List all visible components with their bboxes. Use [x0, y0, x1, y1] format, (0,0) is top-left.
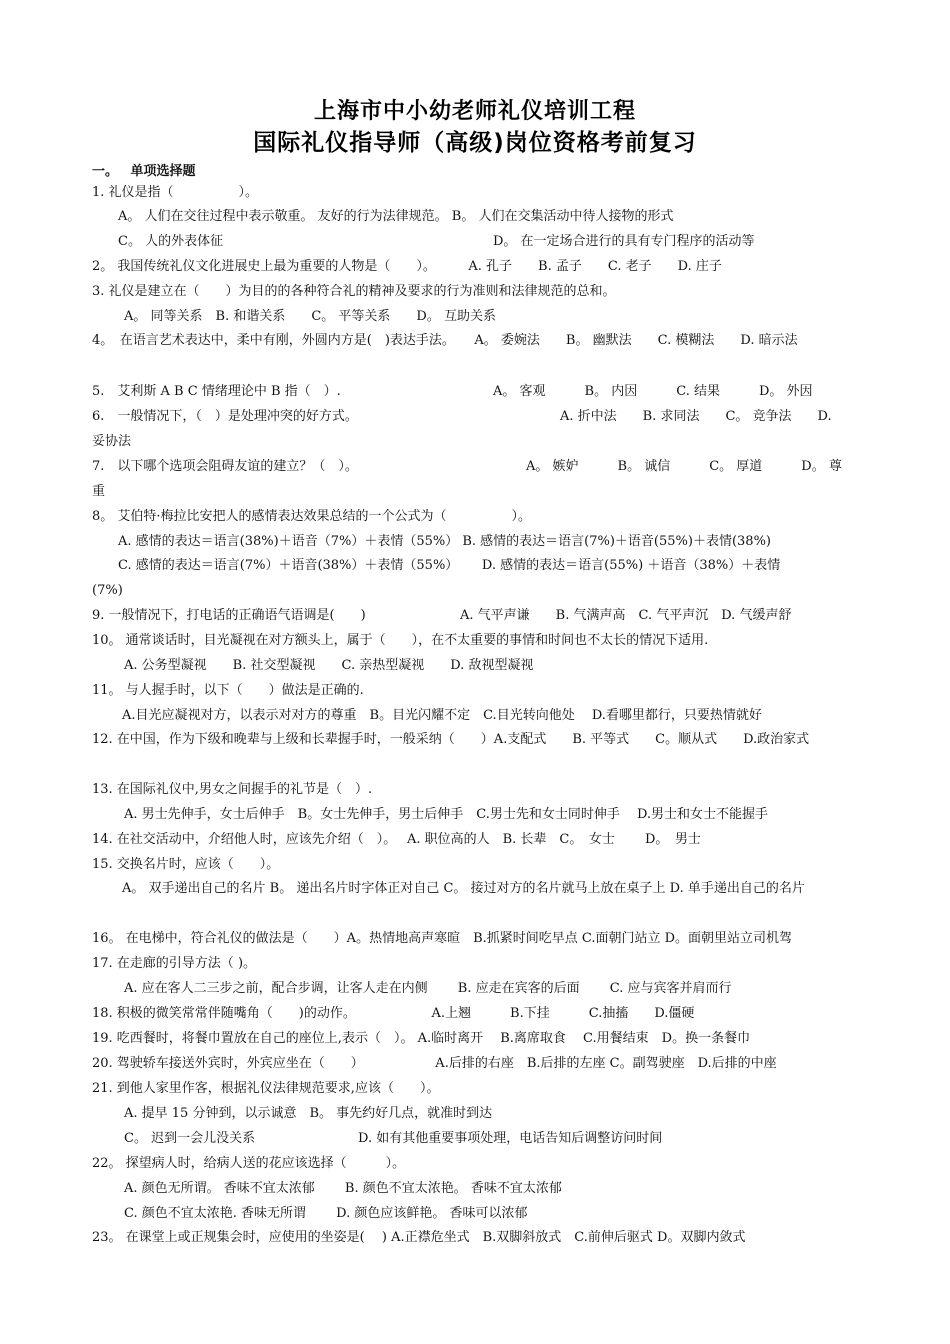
q1-option-d: D。 在一定场合进行的具有专门程序的活动等 [493, 234, 755, 249]
section-number: 一。 [92, 164, 119, 179]
q10-options: A. 公务型凝视 B. 社交型凝视 C. 亲热型凝视 D. 敌视型凝视 [124, 658, 534, 673]
q6-option-d-cont: 妥协法 [92, 434, 132, 449]
question-20: 20. 驾驶轿车接送外宾时，外宾应坐在（ ） A.后排的右座 B.后排的左座 C。副驾驶座 D.后排的中座 [92, 1056, 777, 1071]
q6-options: A. 折中法 B. 求同法 C。 竞争法 D. [560, 409, 832, 424]
question-8: 8。 艾伯特·梅拉比安把人的感情表达效果总结的一个公式为（ ）。 [92, 509, 532, 524]
question-17: 17. 在走廊的引导方法（ )。 [92, 956, 257, 971]
q3-options: A。 同等关系 B. 和谐关系 C。 平等关系 D。 互助关系 [124, 309, 496, 324]
question-18: 18. 积极的微笑常常伴随嘴角（ )的动作。 A.上翘 B.下挂 C.抽搐 D.僵硬 [92, 1006, 695, 1021]
question-1: 1. 礼仪是指（ ）。 [92, 185, 259, 200]
q11-options: A.目光应凝视对方，以表示对对方的尊重 B。目光闪耀不定 C.目光转向他处 D.看哪里都行，只要热情就好 [122, 708, 762, 723]
q7-option-d-cont: 重 [92, 484, 106, 499]
q8-options-ab: A. 感情的表达＝语言(38%)＋语音（7%）＋表情（55%） B. 感情的表达＝语言(7%)＋语音(55%)＋表情(38%) [118, 534, 772, 549]
q9-options: A. 气平声谦 B. 气满声高 C. 气平声沉 D. 气缓声舒 [460, 608, 792, 623]
section-heading [92, 160, 196, 179]
question-23: 23。 在课堂上或正规集会时，应使用的坐姿是( ) A.正襟危坐式 B.双脚斜放式 C.前伸后驱式 D。双脚内敛式 [92, 1230, 746, 1245]
question-21: 21. 到他人家里作客，根据礼仪法律规范要求,应该（ ）。 [92, 1081, 440, 1096]
page-subtitle: 国际礼仪指导师（高级)岗位资格考前复习 [253, 130, 697, 156]
question-2: 2。 我国传统礼仪文化进展史上最为重要的人物是（ ）。 A. 孔子 B. 孟子 C. 老子 D. 庄子 [92, 259, 722, 274]
q22-options-ab: A. 颜色无所谓。 香味不宜太浓郁 B. 颜色不宜太浓艳。 香味不宜太浓郁 [124, 1181, 562, 1196]
question-12: 12. 在中国，作为下级和晚辈与上级和长辈握手时，一般采纳（ ）A.支配式 B. 平等式 C。顺从式 D.政治家式 [92, 732, 810, 747]
q1-options-ab: A。 人们在交往过程中表示敬重。 友好的行为法律规范。 B。 人们在交集活动中待人接物的形式 [118, 209, 674, 224]
question-6: 6. 一般情况下，（ ）是处理冲突的好方式。 [92, 409, 358, 424]
question-4: 4。 在语言艺术表达中，柔中有刚，外圆内方是( )表达手法。 A。 委婉法 B。 幽默法 C. 模糊法 D. 暗示法 [92, 333, 798, 348]
q8-options-cd: C. 感情的表达＝语言(7%）＋语音(38%）＋表情（55%） D. 感情的表达＝语言(55%) ＋语音（38%）＋表情 [118, 558, 781, 573]
question-13: 13. 在国际礼仪中,男女之间握手的礼节是（ ）. [92, 782, 373, 797]
q22-options-cd: C. 颜色不宜太浓艳. 香味无所谓 D. 颜色应该鲜艳。 香味可以浓郁 [124, 1206, 528, 1221]
q21-option-c: C。 迟到一会儿没关系 [124, 1131, 256, 1146]
question-15: 15. 交换名片时，应该（ ）。 [92, 857, 280, 872]
question-7: 7. 以下哪个选项会阻碍友谊的建立？（ ）。 [92, 459, 358, 474]
question-16: 16。 在电梯中，符合礼仪的做法是（ ）A。热情地高声寒暄 B.抓紧时间吃早点 C.面朝门站立 D。面朝里站立司机驾 [92, 931, 793, 946]
question-22: 22。 探望病人时，给病人送的花应该选择（ ）。 [92, 1156, 406, 1171]
q15-options: A。 双手递出自己的名片 B。 递出名片时字体正对自己 C。 接过对方的名片就马上放在桌子上 D. 单手递出自己的名片 [122, 881, 805, 896]
question-19: 19. 吃西餐时，将餐巾置放在自己的座位上,表示（ ）。 A.临时离开 B.离席取食 C.用餐结束 D。换一条餐巾 [92, 1031, 751, 1046]
question-9: 9. 一般情况下，打电话的正确语气语调是( ) [92, 608, 366, 623]
q8-option-d-cont: (7%) [92, 583, 123, 598]
section-title: 单项选择题 [130, 164, 196, 179]
q17-options: A. 应在客人二三步之前，配合步调，让客人走在内侧 B. 应走在宾客的后面 C. 应与宾客并肩而行 [124, 981, 732, 996]
q7-options: A。 嫉妒 B。 诚信 C。 厚道 D。 尊 [526, 459, 842, 474]
question-10: 10。 通常谈话时，目光凝视在对方额头上，属于（ ），在不太重要的事情和时间也不太长的情况下适用. [92, 633, 709, 648]
question-3: 3. 礼仪是建立在（ ）为目的的各种符合礼的精神及要求的行为准则和法律规范的总和。 [92, 284, 616, 299]
q21-options-ab: A. 提早 15 分钟到，以示诚意 B。 事先约好几点，就准时到达 [124, 1106, 493, 1121]
question-14: 14. 在社交活动中，介绍他人时，应该先介绍（ ）。 A. 职位高的人 B. 长辈 C。 女士 D。 男士 [92, 832, 701, 847]
page-title: 上海市中小幼老师礼仪培训工程 [313, 99, 636, 124]
q21-option-d: D. 如有其他重要事项处理，电话告知后调整访问时间 [358, 1131, 663, 1146]
question-11: 11。 与人握手时，以下（ ）做法是正确的. [92, 683, 364, 698]
q5-options: A。 客观 B。 内因 C. 结果 D。 外因 [493, 384, 813, 399]
q13-options: A. 男士先伸手，女士后伸手 B。女士先伸手，男士后伸手 C.男士先和女士同时伸手 D.男士和女士不能握手 [124, 807, 769, 822]
q1-option-c: C。 人的外表体征 [118, 234, 224, 249]
question-5: 5. 艾利斯 A B C 情绪理论中 B 指（ ）. [92, 384, 341, 399]
